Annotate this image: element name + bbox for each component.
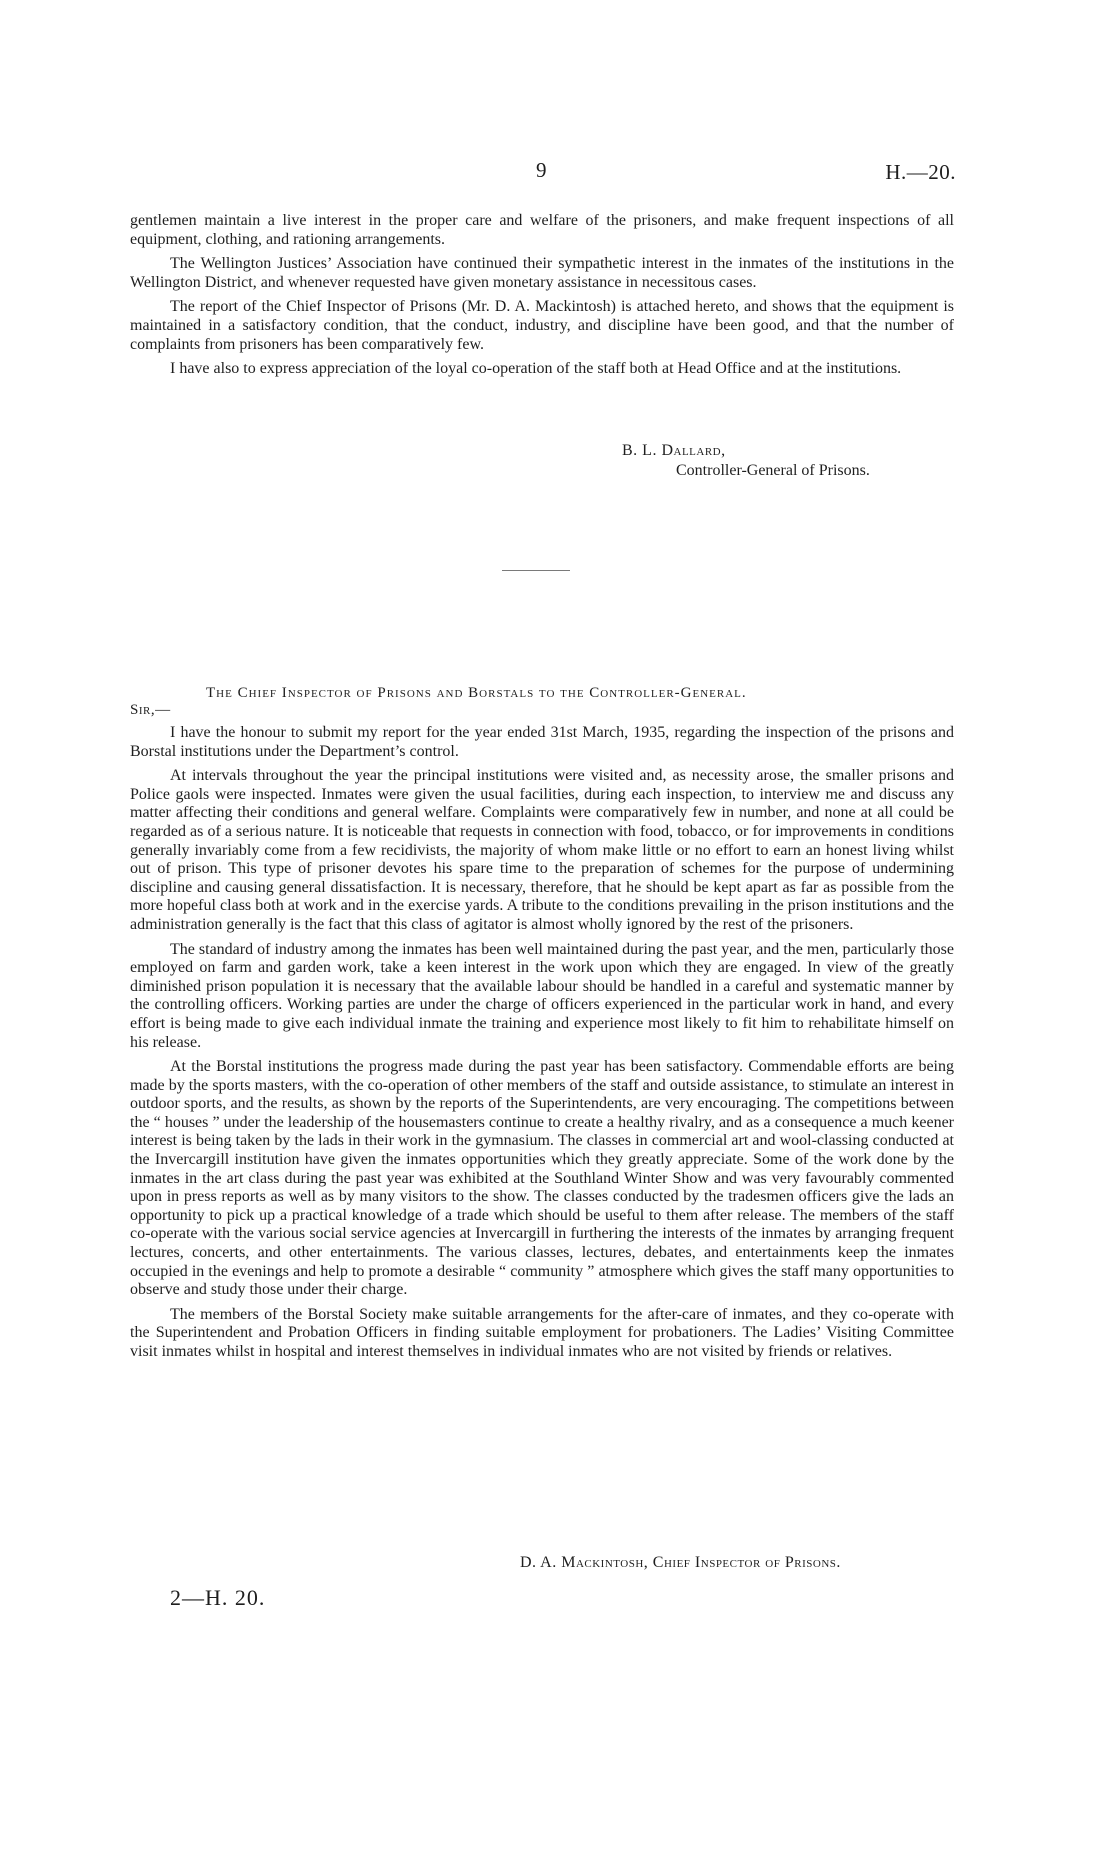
signature-name: B. L. Dallard, — [622, 442, 726, 459]
paragraph: The members of the Borstal Society make suitable arrangements for the after-care of inmates, and they co-operate with the Superintendent and Probation Officers in finding suitable employment for probationers. The Ladies’ Visiting Committee visit inmates whilst in hospital and interest themselves in individual inmates who are not visited by friends or relatives. — [130, 1305, 954, 1360]
section-divider — [502, 570, 570, 571]
page-number: 9 — [536, 158, 547, 182]
letter-heading: The Chief Inspector of Prisons and Borstals to the Controller-General. — [206, 685, 747, 701]
inspector-signature: D. A. Mackintosh, Chief Inspector of Prisons. — [520, 1554, 841, 1571]
signature-title: Controller-General of Prisons. — [676, 462, 870, 479]
section2-body — [130, 724, 954, 1368]
document-reference: H.—20. — [885, 160, 956, 184]
paragraph: The report of the Chief Inspector of Prisons (Mr. D. A. Mackintosh) is attached hereto, and shows that the equipment is maintained in a satisfactory condition, that the conduct, industry, and discipline have been good, and that the number of complaints from prisoners has been comparatively few. — [130, 298, 954, 353]
paragraph: The Wellington Justices’ Association have continued their sympathetic interest in the inmates of the institutions in the Wellington District, and whenever requested have given monetary assistance in necessitous cases. — [130, 255, 954, 291]
footer-code: 2—H. 20. — [170, 1585, 266, 1610]
paragraph: I have also to express appreciation of the loyal co-operation of the staff both at Head Office and at the institutions. — [170, 360, 902, 378]
paragraph: gentlemen maintain a live interest in the proper care and welfare of the prisoners, and make frequent inspections of all equipment, clothing, and rationing arrangements. — [130, 212, 954, 248]
paragraph: At the Borstal institutions the progress made during the past year has been satisfactory. Commendable efforts are being made by the sports masters, with the co-operation of other members of the staff and outside assistance, to stimulate an interest in outdoor sports, and the results, as shown by the reports of the Superintendents, are very encouraging. The competitions between the “ houses ” under the leadership of the housemasters continue to create a healthy rivalry, and as a consequence a much keener interest is being taken by the lads in their work in the gymnasium. The classes in commercial art and wool-classing conducted at the Invercargill institution have given the inmates opportunities which they greatly appreciate. Some of the work done by the inmates in the art class during the past year was exhibited at the Southland Winter Show and was very favourably commented upon in press reports as well as by many visitors to the show. The classes conducted by the tradesmen officers give the lads an opportunity to pick up a practical knowledge of a trade which should be useful to them after release. The members of the staff co-operate with the various social service agencies at Invercargill in furthering the interests of the inmates by arranging frequent lectures, concerts, and other entertainments. The various classes, lectures, debates, and entertainments keep the inmates occupied in the evenings and help to promote a desirable “ community ” atmosphere which gives the staff many opportunities to observe and study those under their charge. — [130, 1058, 954, 1299]
paragraph: At intervals throughout the year the principal institutions were visited and, as necessity arose, the smaller prisons and Police gaols were inspected. Inmates were given the usual facilities, during each inspection, to interview me and discuss any matter affecting their conditions and general welfare. Complaints were comparatively few in number, and none at all could be regarded as of a serious nature. It is noticeable that requests in connection with food, tobacco, or for improvements in conditions generally invariably come from a few recidivists, the majority of whom make little or no effort to earn an honest living whilst out of prison. This type of prisoner devotes his spare time to the preparation of schemes for the purpose of undermining discipline and causing general dissatisfaction. It is necessary, therefore, that he should be kept apart as far as possible from the more hopeful class both at work and in the exercise yards. A tribute to the conditions prevailing in the prison institutions and the administration generally is the fact that this class of agitator is almost wholly ignored by the rest of the prisoners. — [130, 767, 954, 933]
paragraph: The standard of industry among the inmates has been well maintained during the past year, and the men, particularly those employed on farm and garden work, take a keen interest in the work upon which they are engaged. In view of the greatly diminished prison population it is necessary that the available labour should be handled in a careful and systematic manner by the controlling officers. Working parties are under the charge of officers experienced in the particular work in hand, and every effort is being made to give each individual inmate the training and experience most likely to fit him to rehabilitate himself on his release. — [130, 940, 954, 1051]
salutation: Sir,— — [130, 702, 171, 718]
paragraph: I have the honour to submit my report for the year ended 31st March, 1935, regarding the inspection of the prisons and Borstal institutions under the Department’s control. — [130, 724, 954, 760]
section1-body — [130, 212, 954, 385]
